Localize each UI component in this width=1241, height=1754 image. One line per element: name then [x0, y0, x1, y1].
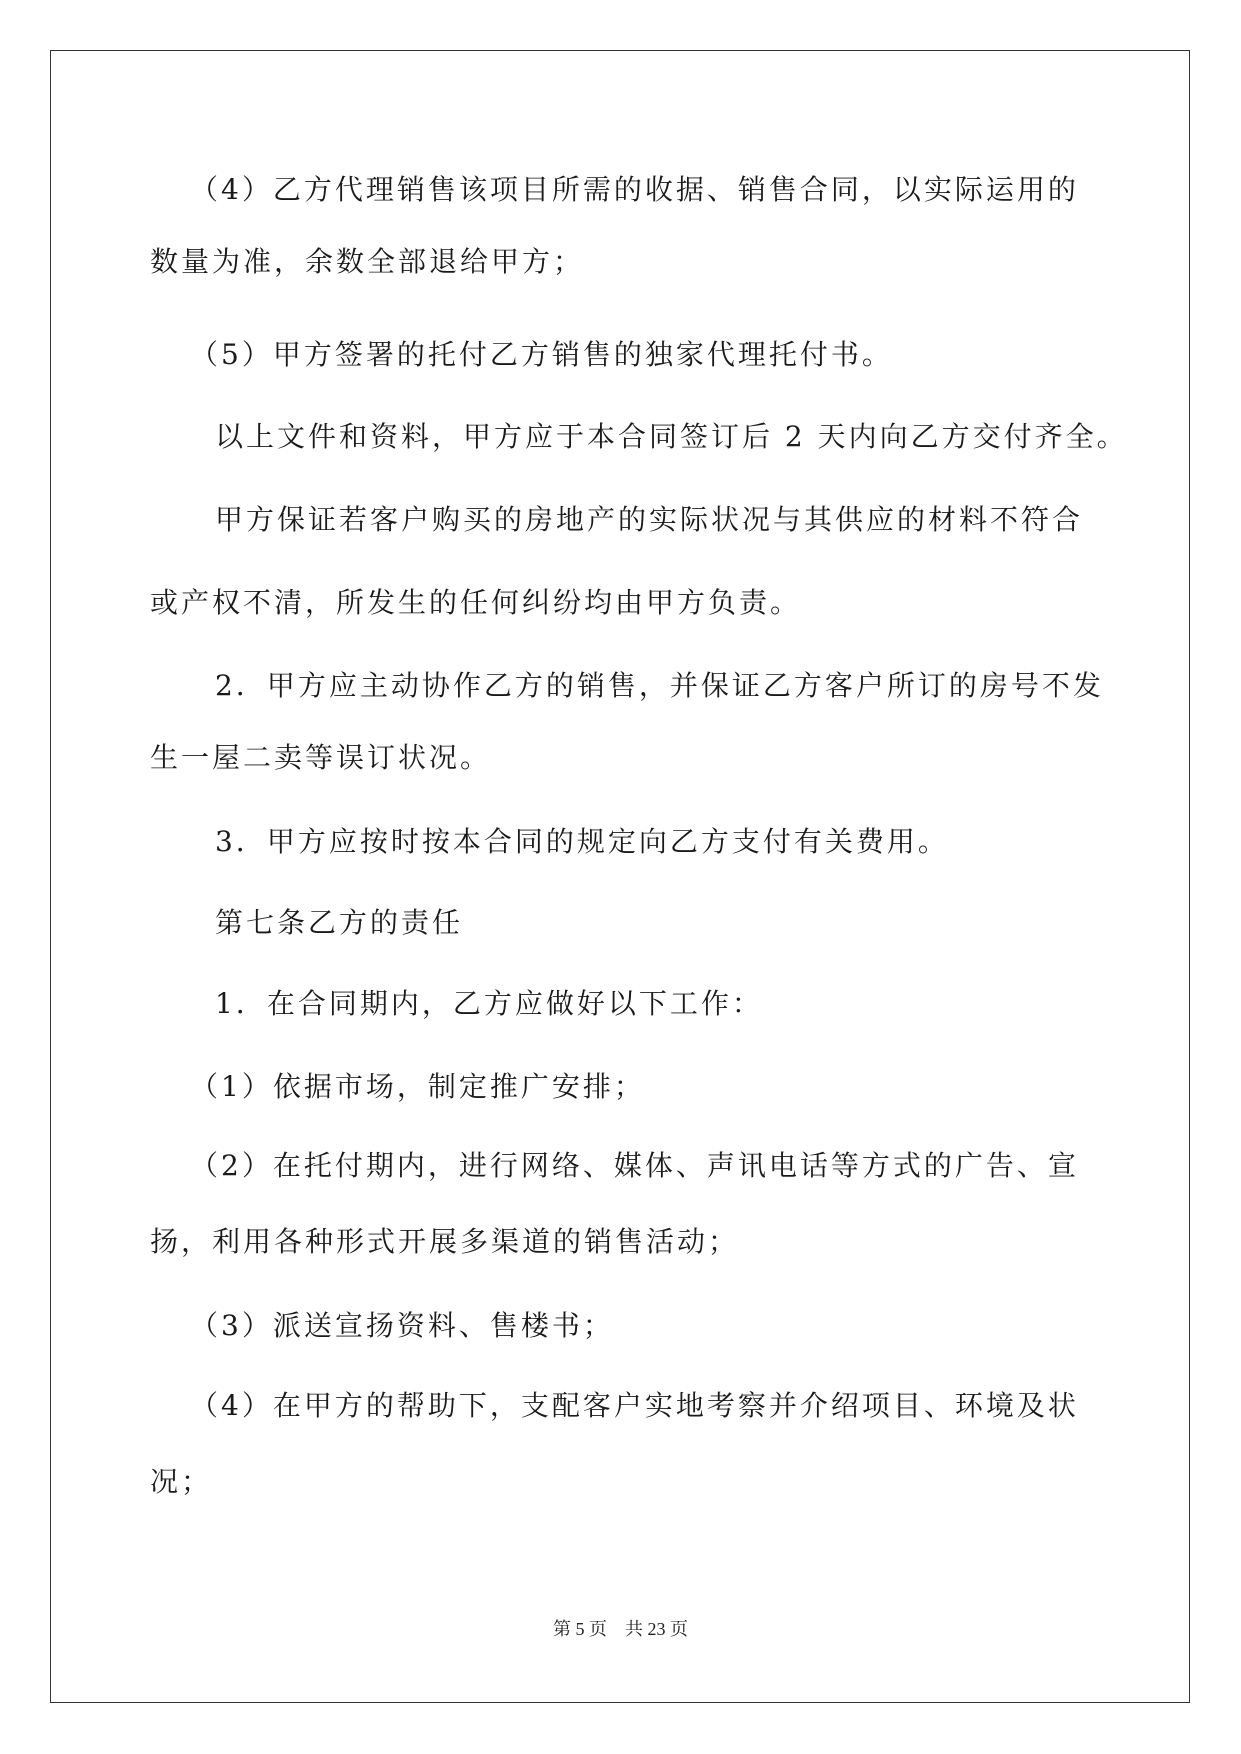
paragraph-line: 3．甲方应按时按本合同的规定向乙方支付有关费用。 [215, 825, 949, 858]
paragraph-line: （4）在甲方的帮助下，支配客户实地考察并介绍项目、环境及状 [190, 1389, 1079, 1422]
paragraph-line: 以上文件和资料，甲方应于本合同签订后 2 天内向乙方交付齐全。 [215, 420, 1128, 453]
paragraph-line: （2）在托付期内，进行网络、媒体、声讯电话等方式的广告、宣 [190, 1149, 1079, 1182]
paragraph-line: （5）甲方签署的托付乙方销售的独家代理托付书。 [190, 338, 893, 371]
paragraph-line: 甲方保证若客户购买的房地产的实际状况与其供应的材料不符合 [215, 503, 1084, 536]
paragraph-line: （4）乙方代理销售该项目所需的收据、销售合同，以实际运用的 [190, 173, 1079, 206]
page-number-label: 第 5 页 共 23 页 [553, 1619, 688, 1639]
paragraph-line: （1）依据市场，制定推广安排； [190, 1070, 645, 1103]
page-number-footer [0, 1617, 1241, 1641]
paragraph-line: 1．在合同期内，乙方应做好以下工作： [215, 987, 763, 1020]
section-heading: 第七条乙方的责任 [215, 906, 464, 939]
paragraph-line: 况； [150, 1465, 213, 1498]
paragraph-line: （3）派送宣扬资料、售楼书； [190, 1309, 614, 1342]
paragraph-line: 扬，利用各种形式开展多渠道的销售活动； [150, 1225, 740, 1258]
paragraph-line: 数量为准，余数全部退给甲方； [150, 245, 585, 278]
paragraph-line: 2．甲方应主动协作乙方的销售，并保证乙方客户所订的房号不发 [215, 669, 1104, 702]
paragraph-line: 生一屋二卖等误订状况。 [150, 741, 492, 774]
paragraph-line: 或产权不清，所发生的任何纠纷均由甲方负责。 [150, 586, 802, 619]
page-border [50, 50, 1190, 1703]
